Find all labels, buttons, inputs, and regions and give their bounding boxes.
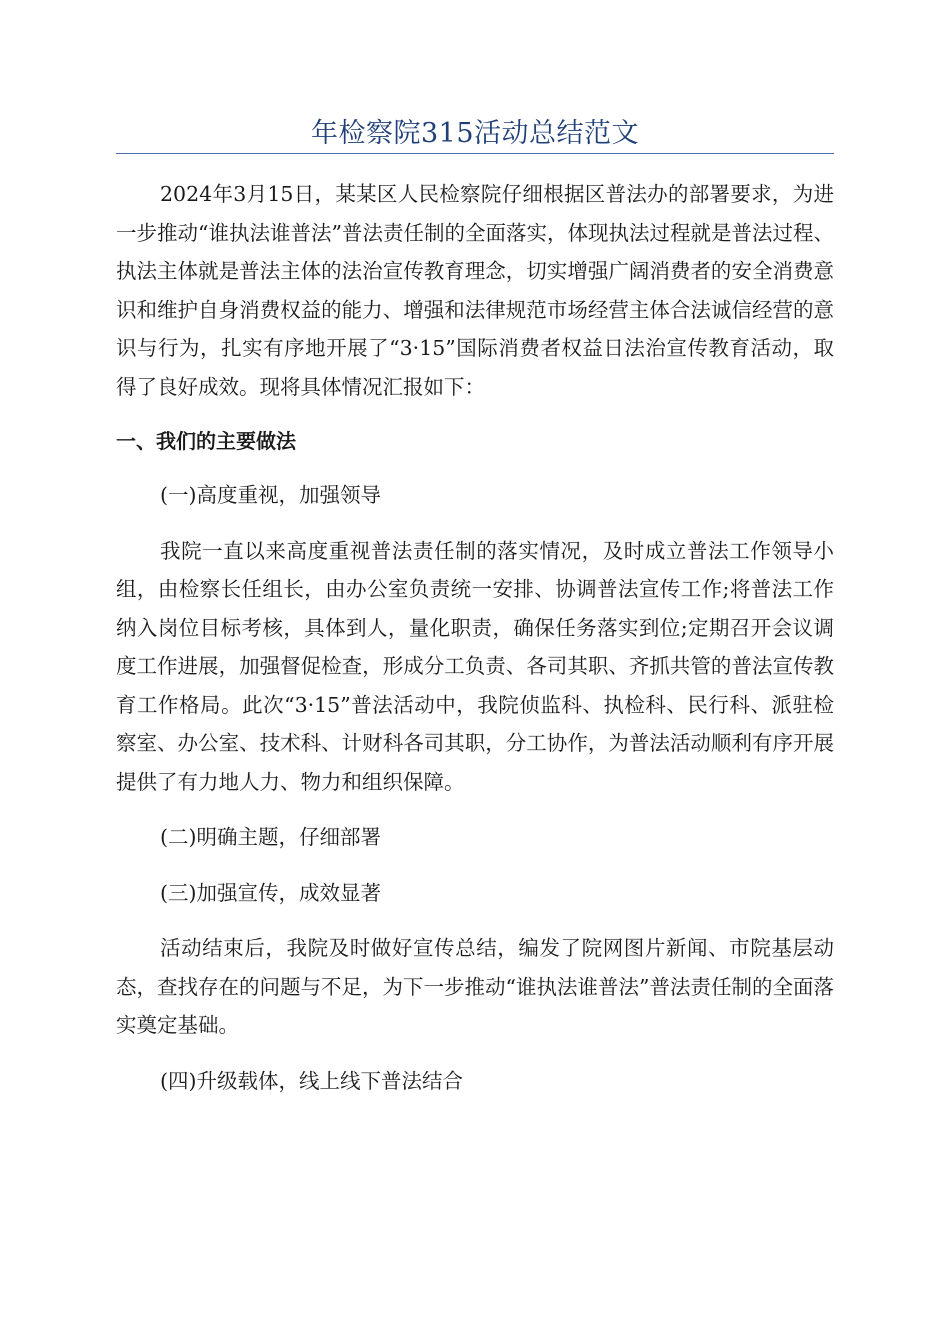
document-body (116, 175, 834, 1100)
document-title: 年检察院315活动总结范文 (310, 118, 640, 149)
intro-paragraph: 2024年3月15日，某某区人民检察院仔细根据区普法办的部署要求，为进一步推动“谁执法谁普法”普法责任制的全面落实，体现执法过程就是普法过程、执法主体就是普法主体的法治宣传教育理念，切实增强广阔消费者的安全消费意识和维护自身消费权益的能力、增强和法律规范市场经营主体合法诚信经营的意识与行为，扎实有序地开展了“3·15”国际消费者权益日法治宣传教育活动，取得了良好成效。现将具体情况汇报如下： (116, 182, 834, 399)
section-heading-1: 一、我们的主要做法 (116, 429, 296, 453)
subsection-heading-1: (一)高度重视，加强领导 (160, 483, 381, 507)
subsection-1-paragraph: 我院一直以来高度重视普法责任制的落实情况，及时成立普法工作领导小组，由检察长任组长，由办公室负责统一安排、协调普法宣传工作;将普法工作纳入岗位目标考核，具体到人，量化职责，确保任务落实到位;定期召开会议调度工作进展，加强督促检查，形成分工负责、各司其职、齐抓共管的普法宣传教育工作格局。此次“3·15”普法活动中，我院侦监科、执检科、民行科、派驻检察室、办公室、技术科、计财科各司其职，分工协作，为普法活动顺利有序开展提供了有力地人力、物力和组织保障。 (116, 538, 834, 794)
subsection-heading-2: (二)明确主题，仔细部署 (160, 825, 381, 849)
subsection-heading-4: (四)升级载体，线上线下普法结合 (160, 1068, 463, 1093)
title-underline (116, 153, 834, 154)
subsection-heading-3: (三)加强宣传，成效显著 (160, 880, 381, 905)
subsection-3-paragraph: 活动结束后，我院及时做好宣传总结，编发了院网图片新闻、市院基层动态，查找存在的问题与不足，为下一步推动“谁执法谁普法”普法责任制的全面落实奠定基础。 (116, 936, 834, 1037)
